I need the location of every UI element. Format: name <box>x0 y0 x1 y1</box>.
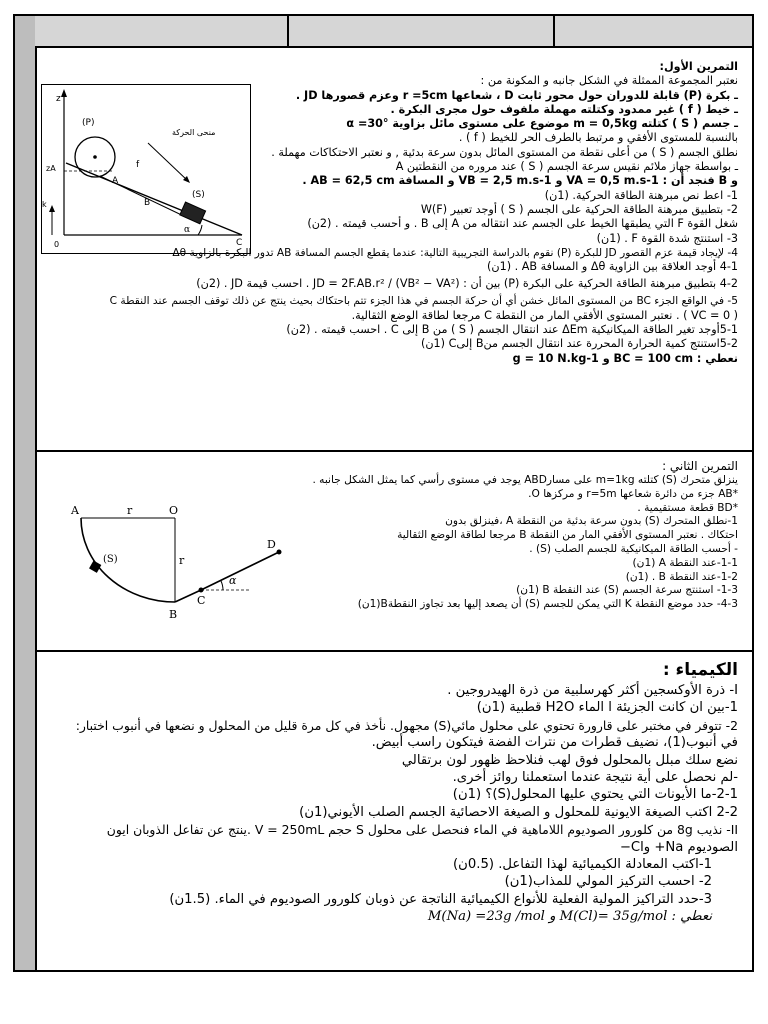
axis-z-label: z <box>56 94 61 104</box>
chemistry-line: 2-2 اكتب الصيغة الايونية للمحلول و الصيغة الاحصائية الجسم الصلب الأيوني(1ن) <box>299 804 738 820</box>
exercise-1-line: شغل القوة F التي يطبقها الخيط على الجسم عند انتقاله من A إلى B . و أحسب قيمته . (2ن) <box>307 217 738 231</box>
exercise-1-line: ( VC = 0 ) . نعتبر المستوى الأفقي المار من النقطة C مرجعا لطاقة الوضع الثقالية. <box>351 308 738 322</box>
chemistry-line: II- نذيب 8g من كلورور الصوديوم اللاماهية في الماء فنحصل على محلول S حجم V = 250mL .ينتج عن تفاعل الذوبان ايون <box>106 822 738 838</box>
point-a-label: A <box>112 176 119 186</box>
chemistry-line: نضع سلك مبلل بالمحلول فوق لهب فنلاحظ ظهور لون برتقالي <box>401 752 738 768</box>
chemistry-line: 2- احسب التركيز المولي للمذاب(1ن) <box>504 874 712 890</box>
exercise-2-line: 1-نطلق المتحرك (S) بدون سرعة بدئية من النقطة A ،فينزلق بدون <box>445 515 738 528</box>
exercise-2-line: 1-3- استنتج سرعة الجسم (S) عند النقطة B (1ن) <box>516 584 738 597</box>
exercise-1-line: 4-2 بتطبيق مبرهنة الطاقة الحركية على البكرة (P) بين أن : JD = 2F.AB.r² / (VB² − VA²) . احسب قيمة JD . (2ن) <box>196 277 738 291</box>
exercise-1-given-data: نعطي : BC = 100 cm و g = 10 N.kg-1 <box>512 351 738 365</box>
header-cell-1 <box>35 16 289 46</box>
center-o-label: O <box>169 504 179 517</box>
exercise-1-line: 4- لإيجاد قيمة عزم القصور JD للبكرة (P) نقوم بالدراسة التجريبية التالية: عندما يقطع الجسم المسافة AB تدور البكرة بالزاوية Δθ <box>172 246 738 259</box>
exercise-1-line: 3- استنتج شدة القوة F . (1ن) <box>596 231 738 245</box>
exercise-2-line: 1-2-عند النقطة B . (1ن) <box>625 570 738 583</box>
point-b-label: B <box>144 198 151 208</box>
exercise-2-line: *BD قطعة مستقيمية . <box>637 501 738 514</box>
chemistry-line: 1-بين ان كانت الجزيئة l الماء H2O قطبية (1ن) <box>476 700 738 716</box>
header-cell-3 <box>555 16 752 46</box>
header-row <box>35 16 752 48</box>
pulley-label: (P) <box>82 118 95 128</box>
chemistry-line: -لم نحصل على أية نتيجة عندما استعملنا روائز أخرى. <box>452 770 738 786</box>
exercise-1-line: ـ خيط ( f ) غير ممدود وكتلته مهملة ملفوف حول مجرى البكرة . <box>390 102 738 116</box>
exercise-1-line: 2- بتطبيق مبرهنة الطاقة الحركية على الجسم ( S ) أوجد تعبير W(F) <box>420 202 738 216</box>
exercise-2-text <box>40 458 752 612</box>
chemistry-given-data: نعطي : M(Cl)= 35g/mol و M(Na) =23g /mol <box>427 909 712 925</box>
exercise-2-section <box>37 452 752 652</box>
chemistry-line: الصوديوم Na+ وCl− <box>619 839 738 855</box>
exam-page-frame <box>13 14 754 972</box>
angle-alpha-label: α <box>184 225 191 235</box>
exercise-1-line: 5- في الواقع الجزء BC من المستوى المائل خشن أي أن حركة الجسم في هذا الجزء تتم باحتكاك بحيث ينتج عن ذلك توقف الجسم عند النقطة C <box>109 295 738 308</box>
exercise-2-line: *AB جزء من دائرة شعاعها r=5m و مركزها O. <box>528 487 738 500</box>
origin-label: 0 <box>54 240 60 249</box>
chemistry-text <box>37 658 752 926</box>
angle-alpha-label: α <box>229 574 237 587</box>
point-c-label: C <box>197 594 206 607</box>
chemistry-title: الكيمياء : <box>662 660 738 680</box>
chemistry-line: 1-اكتب المعادلة الكيميائية لهذا التفاعل. (0.5ن) <box>453 857 712 873</box>
chemistry-line: 2- تتوفر في مختبر على قارورة تحتوي على محلول مائي(S) مجهول. نأخذ في كل مرة قليل من المحلول و نضعها في أنبوب اختبار: <box>75 717 738 733</box>
exercise-2-line: 4-3- حدد موضع النقطة K التي يمكن للجسم (S) أن يصعد إليها بعد تجاوز النقطةB(1ن) <box>357 598 738 611</box>
point-a-label: A <box>71 504 79 517</box>
left-margin-bar <box>15 16 37 970</box>
chemistry-line: I- ذرة الأوكسجين أكثر كهرسلبية من ذرة الهيدروجين . <box>447 683 738 698</box>
body-s-label: (S) <box>192 190 205 200</box>
exercise-2-line: ينزلق متحرك (S) كتلته m=1kg على مسارABD يوجد في مستوى رأسي كما يمثل الشكل جانبه . <box>312 474 738 486</box>
exercise-1-section <box>37 48 752 452</box>
exercise-1-line: نعتبر المجموعة الممثلة في الشكل جانبه و المكونة من : <box>480 74 738 88</box>
k-vector-label: k <box>42 200 47 209</box>
exercise-1-line: 5-1أوجد تغير الطاقة الميكانيكية ΔEm عند انتقال الجسم ( S ) من B إلى C . احسب قيمته . (2ن) <box>286 323 738 337</box>
exercise-1-line: بالنسبة للمستوى الأفقي و مرتبط بالطرف الحر للخيط ( f ) . <box>458 131 738 145</box>
exercise-1-line: نطلق الجسم ( S ) من أعلى نقطة من المستوى المائل بدون سرعة بدئية , و نعتبر الاحتكاكات مهملة . <box>271 145 738 159</box>
header-cell-2 <box>289 16 555 46</box>
string-f-label: f <box>136 160 140 170</box>
radius-vertical-label: r <box>179 554 185 567</box>
exercise-1-line: 4-1 أوجد العلاقة بين الزاوية Δθ و المسافة AB . (1ن) <box>486 260 738 274</box>
exercise-1-line: ـ جسم ( S ) كتلته m = 0,5kg موضوع على مستوى مائل بزاوية α =30° <box>346 117 738 131</box>
exercise-1-text <box>40 60 752 366</box>
exercise-1-line: 5-2استنتج كمية الحرارة المحررة عند انتقال الجسم منB إلىC (1ن) <box>420 337 738 351</box>
exercise-2-title: التمرين الثاني : <box>662 459 738 473</box>
za-label: zA <box>46 164 56 173</box>
exercise-1-title: التمرين الأول: <box>659 60 738 73</box>
chemistry-line: 2-1-ما الأيونات التي يحتوي عليها المحلول(S)؟ (1ن) <box>452 787 738 803</box>
motion-direction-label: منحى الحركة <box>172 128 216 137</box>
exercise-2-line: - أحسب الطاقة الميكانيكية للجسم الصلب (S) . <box>529 542 738 555</box>
chemistry-line: في أنبوب(1)، نضيف قطرات من نترات الفضة فيتكون راسب أبيض. <box>371 735 738 751</box>
point-d-label: D <box>267 538 276 551</box>
point-c-label: C <box>236 238 243 248</box>
point-b-label: B <box>169 608 178 621</box>
exercise-1-line: ـ بواسطة جهاز ملائم نقيس سرعة الجسم ( S ) عند مروره من النقطتين A <box>395 160 738 174</box>
exercise-2-line: 1-1-عند النقطة A (1ن) <box>632 556 738 569</box>
chemistry-section <box>37 652 752 970</box>
radius-top-label: r <box>127 504 133 517</box>
exercise-1-line: و B فنجد أن : VA = 0,5 m.s-1 و VB = 2,5 m.s-1 و المسافة AB = 62,5 cm . <box>302 174 738 188</box>
exercise-1-line: 1- اعط نص مبرهنة الطاقة الحركية. (1ن) <box>544 188 738 202</box>
exercise-2-line: احتكاك . نعتبر المستوى الأفقي المار من النقطة B مرجعا لطاقة الوضع الثقالية <box>397 529 738 542</box>
mobile-s-label: (S) <box>103 554 118 565</box>
chemistry-line: 3-حدد التراكيز المولية الفعلية للأنواع الكيميائية الناتجة عن ذوبان كلورور الصوديوم في الماء. (1.5ن) <box>169 891 712 907</box>
exercise-1-line: ـ بكرة (P) قابلة للدوران حول محور ثابت D ، شعاعها r =5cm وعزم قصورها JD . <box>295 88 738 102</box>
